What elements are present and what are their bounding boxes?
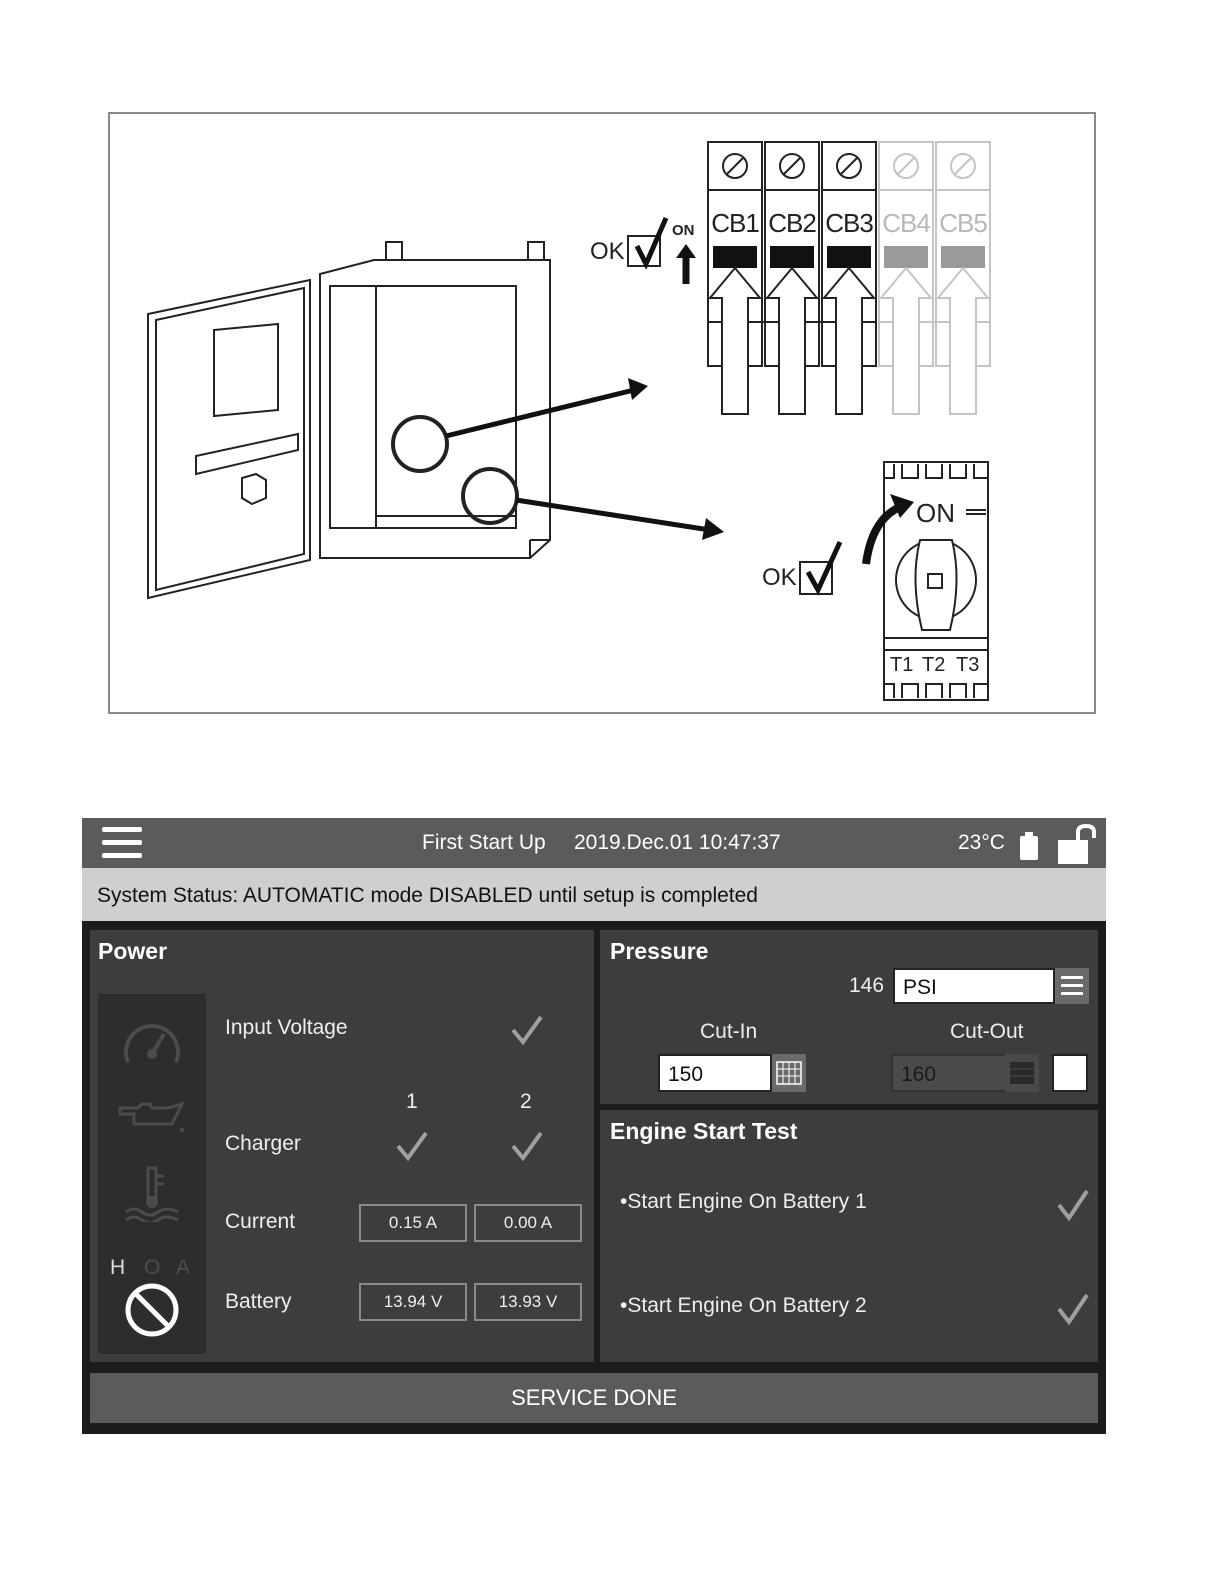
start-engine-battery-1-label[interactable]: •Start Engine On Battery 1 — [620, 1190, 867, 1213]
cut-out-label: Cut-Out — [950, 1020, 1024, 1043]
service-done-button[interactable]: SERVICE DONE — [90, 1373, 1098, 1423]
system-status-text: System Status: AUTOMATIC mode DISABLED until setup is completed — [97, 884, 758, 907]
engine-start-test-section — [600, 1110, 1098, 1362]
battery-2-value: 13.93 V — [474, 1283, 582, 1321]
cut-in-keypad-icon[interactable] — [772, 1054, 806, 1092]
cut-out-enable-checkbox[interactable] — [1052, 1054, 1088, 1092]
power-section — [90, 930, 594, 1362]
breaker-label-cb5: CB5 — [939, 208, 987, 238]
terminal-label-t3: T3 — [956, 654, 980, 676]
cut-in-input[interactable]: 150 — [658, 1054, 772, 1092]
pressure-reading: 146 — [849, 974, 885, 997]
pressure-title: Pressure — [610, 938, 709, 964]
unlocked-padlock-icon[interactable] — [1058, 824, 1100, 864]
hoa-status-panel — [98, 994, 206, 1354]
breaker-label-cb4: CB4 — [882, 208, 930, 238]
gauge-icon — [120, 1014, 184, 1070]
start-engine-battery-2-label[interactable]: •Start Engine On Battery 2 — [620, 1294, 867, 1317]
screen-title: First Start Up — [422, 831, 546, 854]
terminal-label-t2: T2 — [922, 654, 946, 676]
unit-list-icon[interactable] — [1055, 968, 1089, 1004]
cut-out-keypad-icon — [1005, 1054, 1039, 1092]
pressure-section — [600, 930, 1098, 1104]
temperature-readout: 23°C — [958, 831, 1005, 854]
charger-2-check-icon — [510, 1130, 544, 1162]
cut-out-input: 160 — [891, 1054, 1007, 1092]
charger-column-2-label: 2 — [520, 1090, 532, 1113]
status-bar — [82, 868, 1106, 921]
ok-label-switch: OK — [762, 564, 797, 591]
ok-label-breakers: OK — [590, 238, 625, 265]
power-title: Power — [98, 938, 168, 964]
oil-can-icon — [116, 1096, 188, 1136]
battery-icon — [1020, 832, 1038, 860]
terminal-label-t1: T1 — [890, 654, 914, 676]
battery-label: Battery — [225, 1290, 292, 1313]
wiring-illustration — [108, 112, 1096, 714]
hoa-hand-label: H — [110, 1256, 126, 1279]
pressure-unit-select[interactable]: PSI — [893, 968, 1055, 1004]
disabled-prohibited-icon — [124, 1282, 180, 1338]
hoa-off-label: O — [144, 1256, 161, 1279]
date-time: 2019.Dec.01 10:47:37 — [574, 831, 781, 854]
charger-1-check-icon — [395, 1130, 429, 1162]
engine-start-test-title: Engine Start Test — [610, 1118, 798, 1144]
breaker-label-cb3: CB3 — [825, 208, 873, 238]
hamburger-menu-icon[interactable] — [102, 827, 142, 861]
breaker-label-cb1: CB1 — [711, 208, 759, 238]
input-voltage-label: Input Voltage — [225, 1016, 348, 1039]
on-label-switch: ON — [916, 498, 955, 528]
current-label: Current — [225, 1210, 296, 1233]
battery-1-value: 13.94 V — [359, 1283, 467, 1321]
cabinet-diagram — [110, 114, 1094, 712]
charger-label: Charger — [225, 1132, 301, 1155]
current-2-value: 0.00 A — [474, 1204, 582, 1242]
coolant-temperature-icon — [122, 1166, 182, 1222]
breaker-label-cb2: CB2 — [768, 208, 816, 238]
start-engine-battery-2-check-icon — [1056, 1292, 1090, 1326]
current-1-value: 0.15 A — [359, 1204, 467, 1242]
cut-in-label: Cut-In — [700, 1020, 758, 1043]
top-bar — [82, 818, 1106, 868]
controller-screen — [82, 818, 1106, 1434]
charger-column-1-label: 1 — [406, 1090, 418, 1113]
start-engine-battery-1-check-icon — [1056, 1188, 1090, 1222]
hoa-auto-label: A — [176, 1256, 191, 1279]
input-voltage-check-icon — [510, 1014, 544, 1046]
on-label-breakers: ON — [672, 222, 695, 239]
